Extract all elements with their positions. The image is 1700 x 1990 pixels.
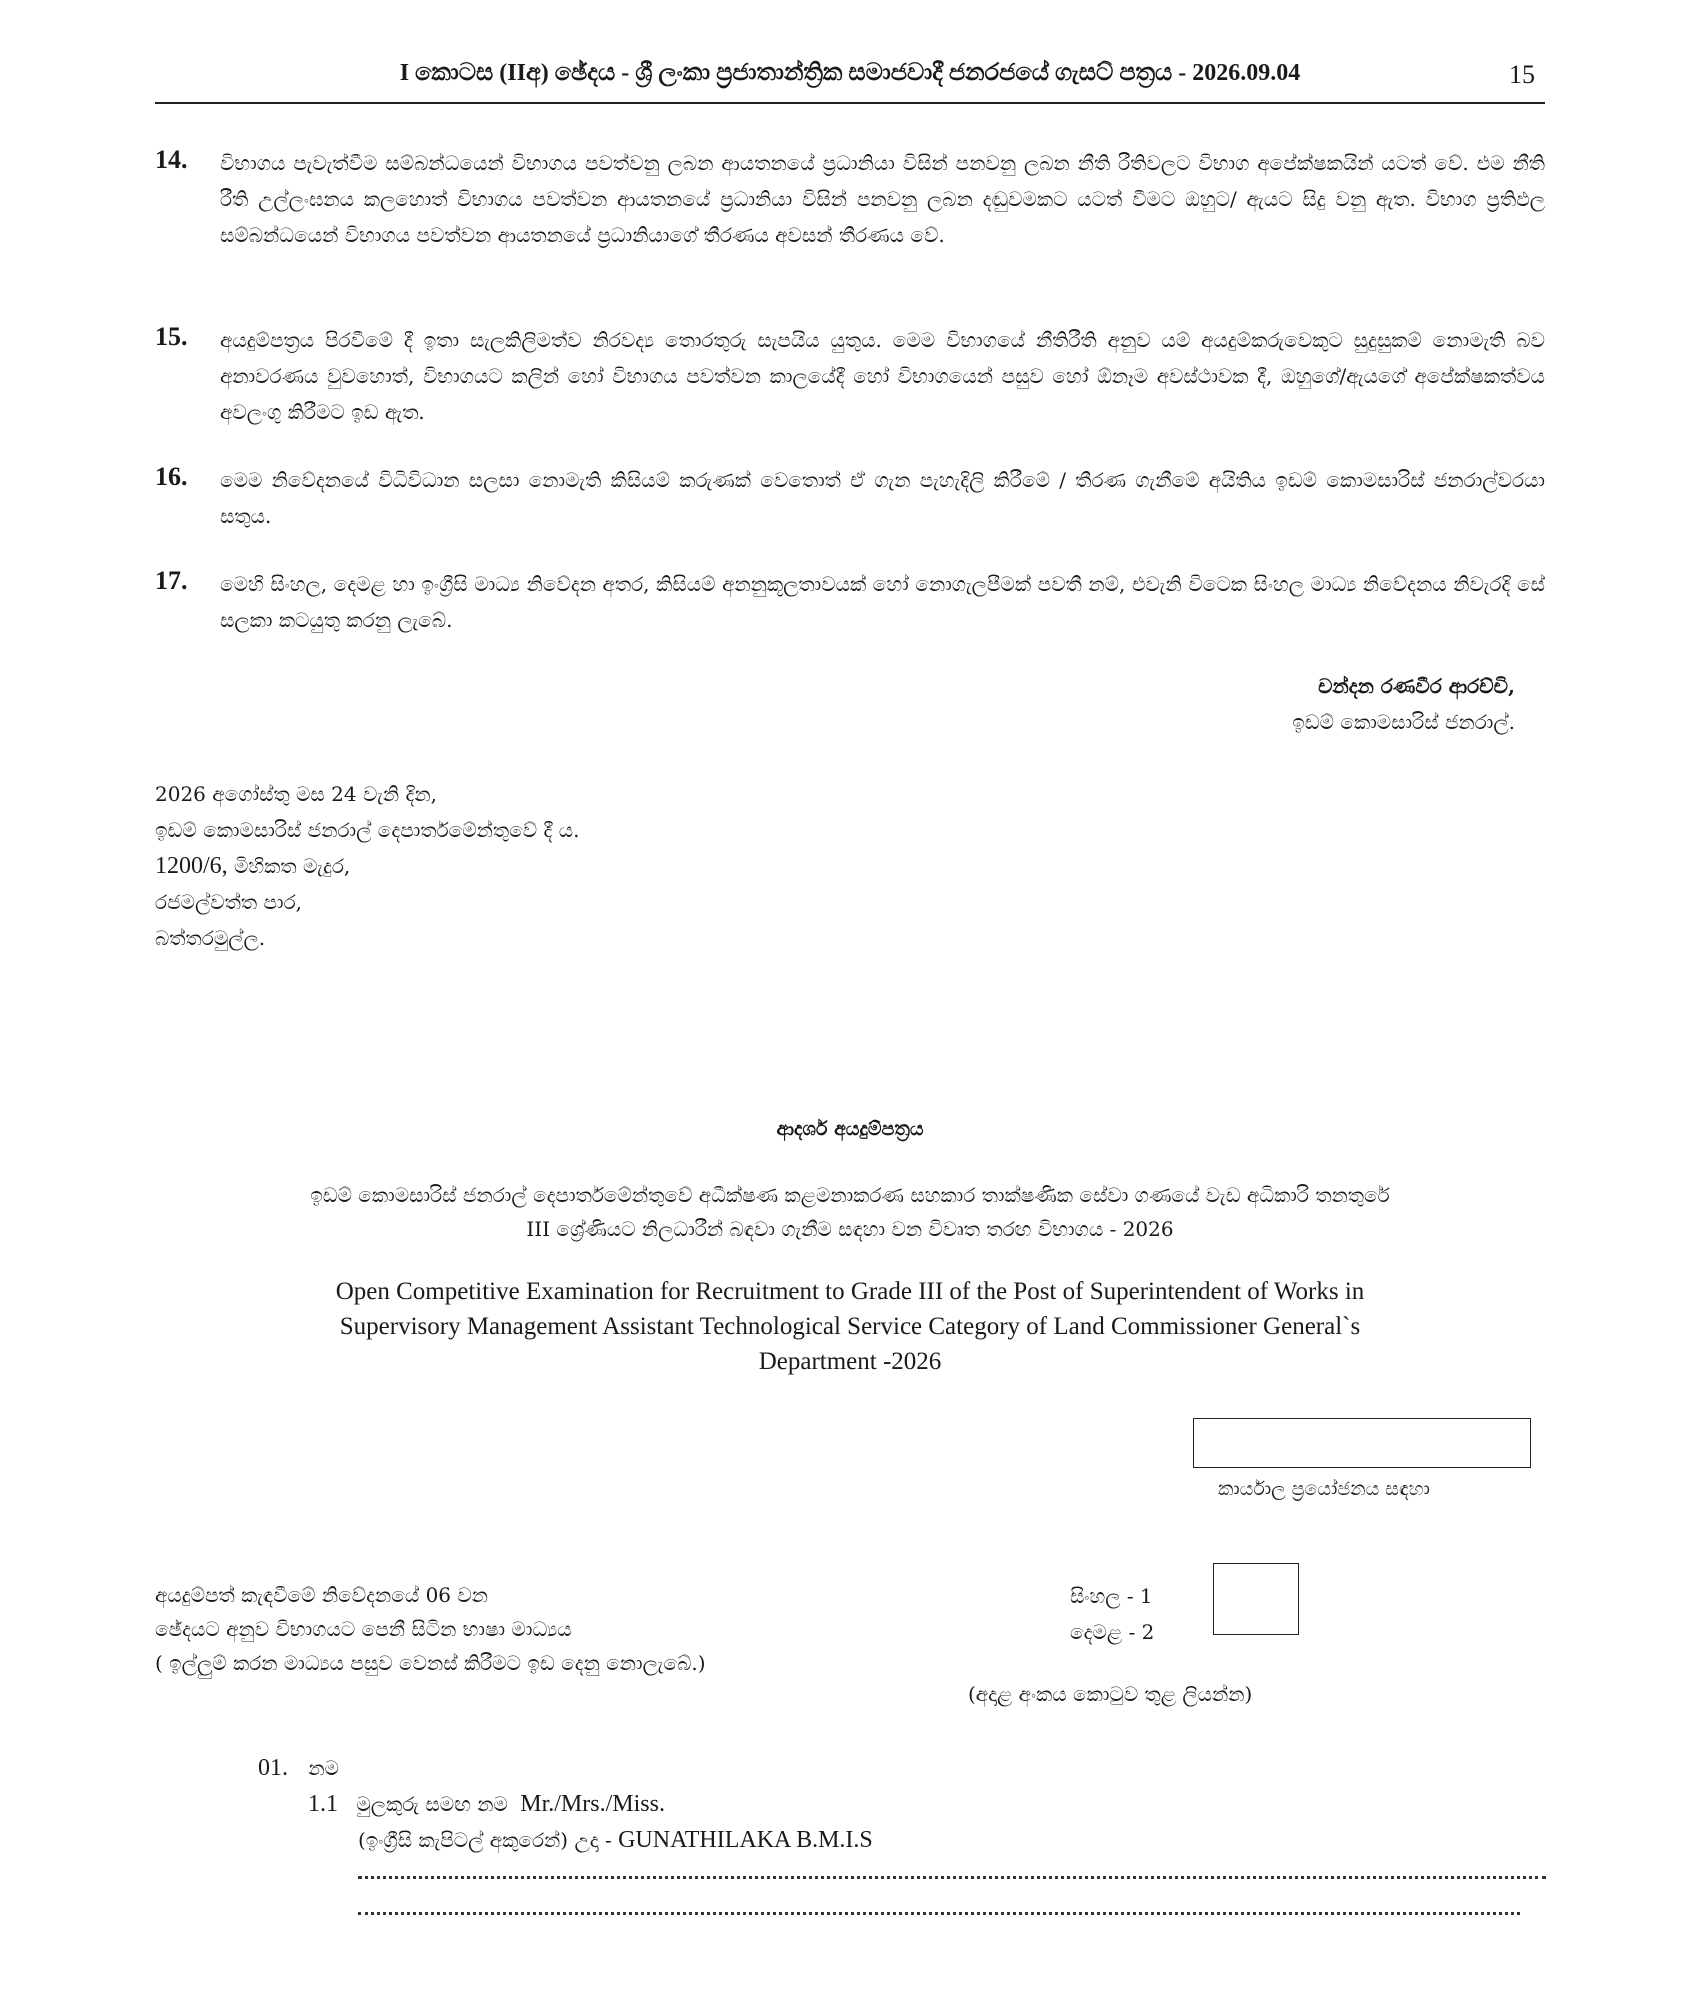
road-line: රජමල්වත්ත පාර, bbox=[155, 890, 303, 914]
office-use-label: කාර්යාල ප්‍රයෝජනය සඳහා bbox=[1218, 1478, 1430, 1500]
signature-block bbox=[1292, 668, 1515, 740]
name-entry-line-1[interactable] bbox=[358, 1876, 1546, 1879]
page-number: 15 bbox=[1509, 60, 1535, 89]
medium-line-3: ( ඉල්ලුම් කරන මාධ්‍යය පසුව වෙනස් කිරීමට ඉඩ දෙනු නොලැබේ.) bbox=[155, 1651, 706, 1675]
street-name: මිහිකත මැදුර, bbox=[234, 854, 351, 878]
section-heading bbox=[258, 1750, 873, 1786]
hint-example: GUNATHILAKA B.M.I.S bbox=[618, 1827, 873, 1853]
signatory-name: චන්දන රණවීර ආරච්චි, bbox=[1318, 674, 1515, 698]
clause-14 bbox=[155, 145, 1545, 253]
medium-instructions bbox=[155, 1578, 706, 1680]
medium-options bbox=[1070, 1578, 1154, 1650]
name-section bbox=[258, 1750, 873, 1858]
date-line: 2026 අගෝස්තු මස 24 වැනි දින, bbox=[155, 782, 438, 806]
medium-line-2: ඡේදයට අනුව විභාගයට පෙනී සිටින භාෂා මාධ්‍යය bbox=[155, 1617, 572, 1641]
medium-option-sinhala: සිංහල - 1 bbox=[1070, 1584, 1153, 1608]
medium-option-tamil: දෙමළ - 2 bbox=[1070, 1620, 1155, 1644]
medium-input-box[interactable] bbox=[1213, 1563, 1299, 1635]
gazette-header-title: I කොටස (IIඅ) ඡේදය - ශ්‍රී ලංකා ප්‍රජාතාන්ත්‍රික සමාජවාදී ජනරජයේ ගැසට් පත්‍රය - 2026.09.04 bbox=[399, 60, 1301, 86]
street-number: 1200/6, bbox=[155, 853, 228, 879]
clause-text: අයදුම්පත්‍රය පිරවීමේ දී ඉතා සැලකිලිමත්ව නිරවද්‍ය තොරතුරු සැපයිය යුතුය. මෙම විභාගයේ නීතිරීති අනුව යම් අයදුම්කරුවෙකුට සුදුසුකම් නොමැති බව අනාවරණය වුවහොත්, විභාගයට කලින් හෝ විභාගය පවත්වන කාලයේදී හෝ විභාගයෙන් පසුව හෝ ඕනෑම අවස්ථාවක දී, ඔහුගේ/ඇයගේ අපේක්ෂකත්වය අවලංගු කිරීමට ඉඩ ඇත. bbox=[220, 328, 1545, 424]
clause-text: මෙම නිවේදනයේ විධිවිධාන සලසා නොමැති කිසියම් කරුණක් වෙතොත් ඒ ගැන පැහැදිලි කිරීමේ / තීරණ ගැනීමේ අයිතිය ඉඩම් කොමසාරිස් ජනරාල්වරයා සතුය. bbox=[220, 468, 1545, 528]
subsection-label: මුලකුරු සමඟ නම bbox=[356, 1792, 508, 1816]
english-title-line-1: Open Competitive Examination for Recruitment to Grade III of the Post of Superintendent of Works in bbox=[335, 1278, 1365, 1305]
clause-number: 16. bbox=[155, 462, 188, 491]
section-label: නම bbox=[308, 1756, 339, 1780]
clause-number: 17. bbox=[155, 566, 188, 595]
name-entry-line-2[interactable] bbox=[358, 1912, 1520, 1915]
sinhala-exam-title bbox=[155, 1178, 1545, 1246]
titles-options: Mr./Mrs./Miss. bbox=[520, 1791, 665, 1817]
capital-letters-hint bbox=[358, 1822, 873, 1858]
clause-number: 15. bbox=[155, 322, 188, 351]
address-block bbox=[155, 776, 579, 956]
sinhala-title-line-2: III ශ්‍රේණියට නිලධාරීන් බඳවා ගැනීම සඳහා වන විවෘත තරඟ විභාගය - 2026 bbox=[526, 1217, 1174, 1241]
city-line: බත්තරමුල්ල. bbox=[155, 926, 266, 950]
clause-17 bbox=[155, 566, 1545, 638]
english-exam-title bbox=[300, 1274, 1400, 1379]
english-title-line-3: Department -2026 bbox=[758, 1348, 942, 1375]
office-use-box bbox=[1193, 1418, 1531, 1468]
sinhala-title-line-1: ඉඩම් කොමසාරිස් ජනරාල් දෙපාර්තමේන්තුවේ අධීක්ෂණ කළමනාකරණ සහකාර තාක්ෂණික සේවා ගණයේ වැඩ අධිකාරි තනතුරේ bbox=[310, 1183, 1390, 1207]
clause-text: විභාගය පැවැත්වීම සම්බන්ධයෙන් විභාගය පවත්වනු ලබන ආයතනයේ ප්‍රධානියා විසින් පනවනු ලබන නීති රීතිවලට විභාග අපේක්ෂකයින් යටත් වේ. එම නීති රීති උල්ලංඝනය කලහොත් විභාගය පවත්වන ආයතනයේ ප්‍රධානියා විසින් පනවනු ලබන දඬුවමකට යටත් වීමට ඔහුට/ ඇයට සිදු වනු ඇත. විභාග ප්‍රතිඵල සම්බන්ධයෙන් විභාගය පවත්වන ආයතනයේ ප්‍රධානියාගේ තීරණය අවසන් තීරණය වේ. bbox=[220, 151, 1545, 247]
form-title: ආදර්ශ අයදුම්පත්‍රය bbox=[776, 1118, 924, 1140]
street-line bbox=[155, 848, 579, 884]
page-header bbox=[155, 58, 1545, 104]
clause-number: 14. bbox=[155, 145, 188, 174]
section-number: 01. bbox=[258, 1755, 288, 1781]
clause-16 bbox=[155, 462, 1545, 534]
medium-line-1: අයදුම්පත් කැඳවීමේ නිවේදනයේ 06 වන bbox=[155, 1583, 488, 1607]
clause-15 bbox=[155, 322, 1545, 430]
write-number-note: (අදාළ අංකය කොටුව තුළ ලියන්න) bbox=[968, 1682, 1253, 1706]
clause-text: මෙහි සිංහල, දෙමළ හා ඉංග්‍රීසි මාධ්‍ය නිවේදන අතර, කිසියම් අනනුකූලතාවයක් හෝ නොගැලපීමක් පවතී නම්, එවැනි විටෙක සිංහල මාධ්‍ය නිවේදනය නිවැරදි සේ සලකා කටයුතු කරනු ලැබේ. bbox=[220, 572, 1545, 632]
subsection-number: 1.1 bbox=[308, 1791, 338, 1817]
english-title-line-2: Supervisory Management Assistant Technological Service Category of Land Commissioner General`s bbox=[339, 1313, 1361, 1340]
office-line: ඉඩම් කොමසාරිස් ජනරාල් දෙපාර්තමේන්තුවේ දී ය. bbox=[155, 818, 580, 842]
hint-label: (ඉංග්‍රීසි කැපිටල් අකුරෙන්) උදා - bbox=[358, 1828, 612, 1852]
signatory-designation: ඉඩම් කොමසාරිස් ජනරාල්. bbox=[1292, 710, 1515, 734]
subsection-heading bbox=[308, 1786, 873, 1822]
